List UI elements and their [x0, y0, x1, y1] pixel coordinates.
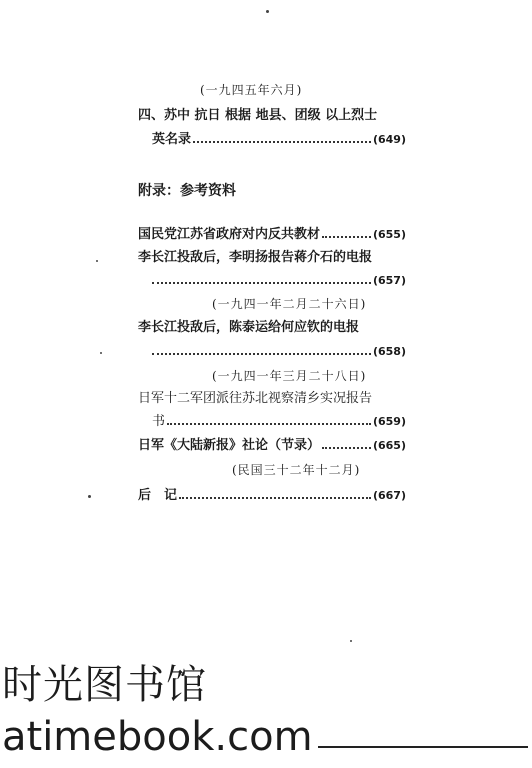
dot-leader: [322, 227, 371, 238]
scan-speck: [96, 260, 98, 262]
toc-item-martyrs-line1: 四、苏中 抗日 根据 地县、团级 以上烈士: [138, 108, 378, 123]
appendix-heading: 附录：参考资料: [138, 183, 236, 199]
page-number: (655): [372, 228, 406, 241]
toc-item-japanese-army[interactable]: [152, 414, 406, 430]
toc-item-kmt[interactable]: [138, 227, 406, 243]
page-number: (659): [372, 415, 406, 428]
dot-leader: [179, 488, 371, 499]
scan-speck: [100, 352, 102, 354]
toc-item-chen-tai-yun-line1: 李长江投敌后，陈泰运给何应钦的电报: [138, 320, 360, 335]
dot-leader: [322, 438, 371, 449]
dot-leader: [152, 273, 371, 284]
toc-item-li-ming-yang[interactable]: [150, 273, 406, 289]
date-1941-mar: (一九四一年三月二十八日): [212, 369, 367, 383]
toc-item-li-ming-yang-line1: 李长江投敌后，李明扬报告蒋介石的电报: [138, 250, 373, 265]
toc-item-afterword-title: 后 记: [138, 488, 178, 503]
page-number: (649): [372, 133, 406, 146]
page-number: (665): [372, 439, 406, 452]
toc-item-chen-tai-yun[interactable]: [150, 344, 406, 360]
toc-item-afterword[interactable]: [138, 488, 406, 504]
watermark-chinese: 时光图书馆: [2, 662, 207, 708]
toc-item-kmt-title: 国民党江苏省政府对内反共教材: [138, 227, 321, 242]
dot-leader: [167, 414, 371, 425]
page-number: (658): [372, 345, 406, 358]
watermark-url: atimebook.com: [2, 714, 313, 760]
toc-item-editorial[interactable]: [138, 438, 406, 454]
page-number: (667): [372, 489, 406, 502]
scan-speck: [266, 10, 269, 13]
scan-speck: [88, 495, 91, 498]
toc-item-martyrs-line2: 英名录: [152, 132, 192, 147]
date-1945-june: (一九四五年六月): [200, 83, 303, 97]
toc-item-japanese-army-line2: 书: [152, 414, 166, 429]
toc-item-editorial-title: 日军《大陆新报》社论（节录）: [138, 438, 321, 453]
dot-leader: [193, 132, 371, 143]
date-minguo-32: (民国三十二年十二月): [232, 463, 361, 477]
scan-speck: [350, 640, 352, 642]
watermark-underline: [318, 746, 528, 748]
dot-leader: [152, 344, 371, 355]
date-1941-feb: (一九四一年二月二十六日): [212, 297, 367, 311]
toc-item-japanese-army-line1: 日军十二军团派往苏北视察清乡实况报告: [138, 391, 373, 406]
toc-item-martyrs[interactable]: [152, 132, 406, 148]
page-number: (657): [372, 274, 406, 287]
